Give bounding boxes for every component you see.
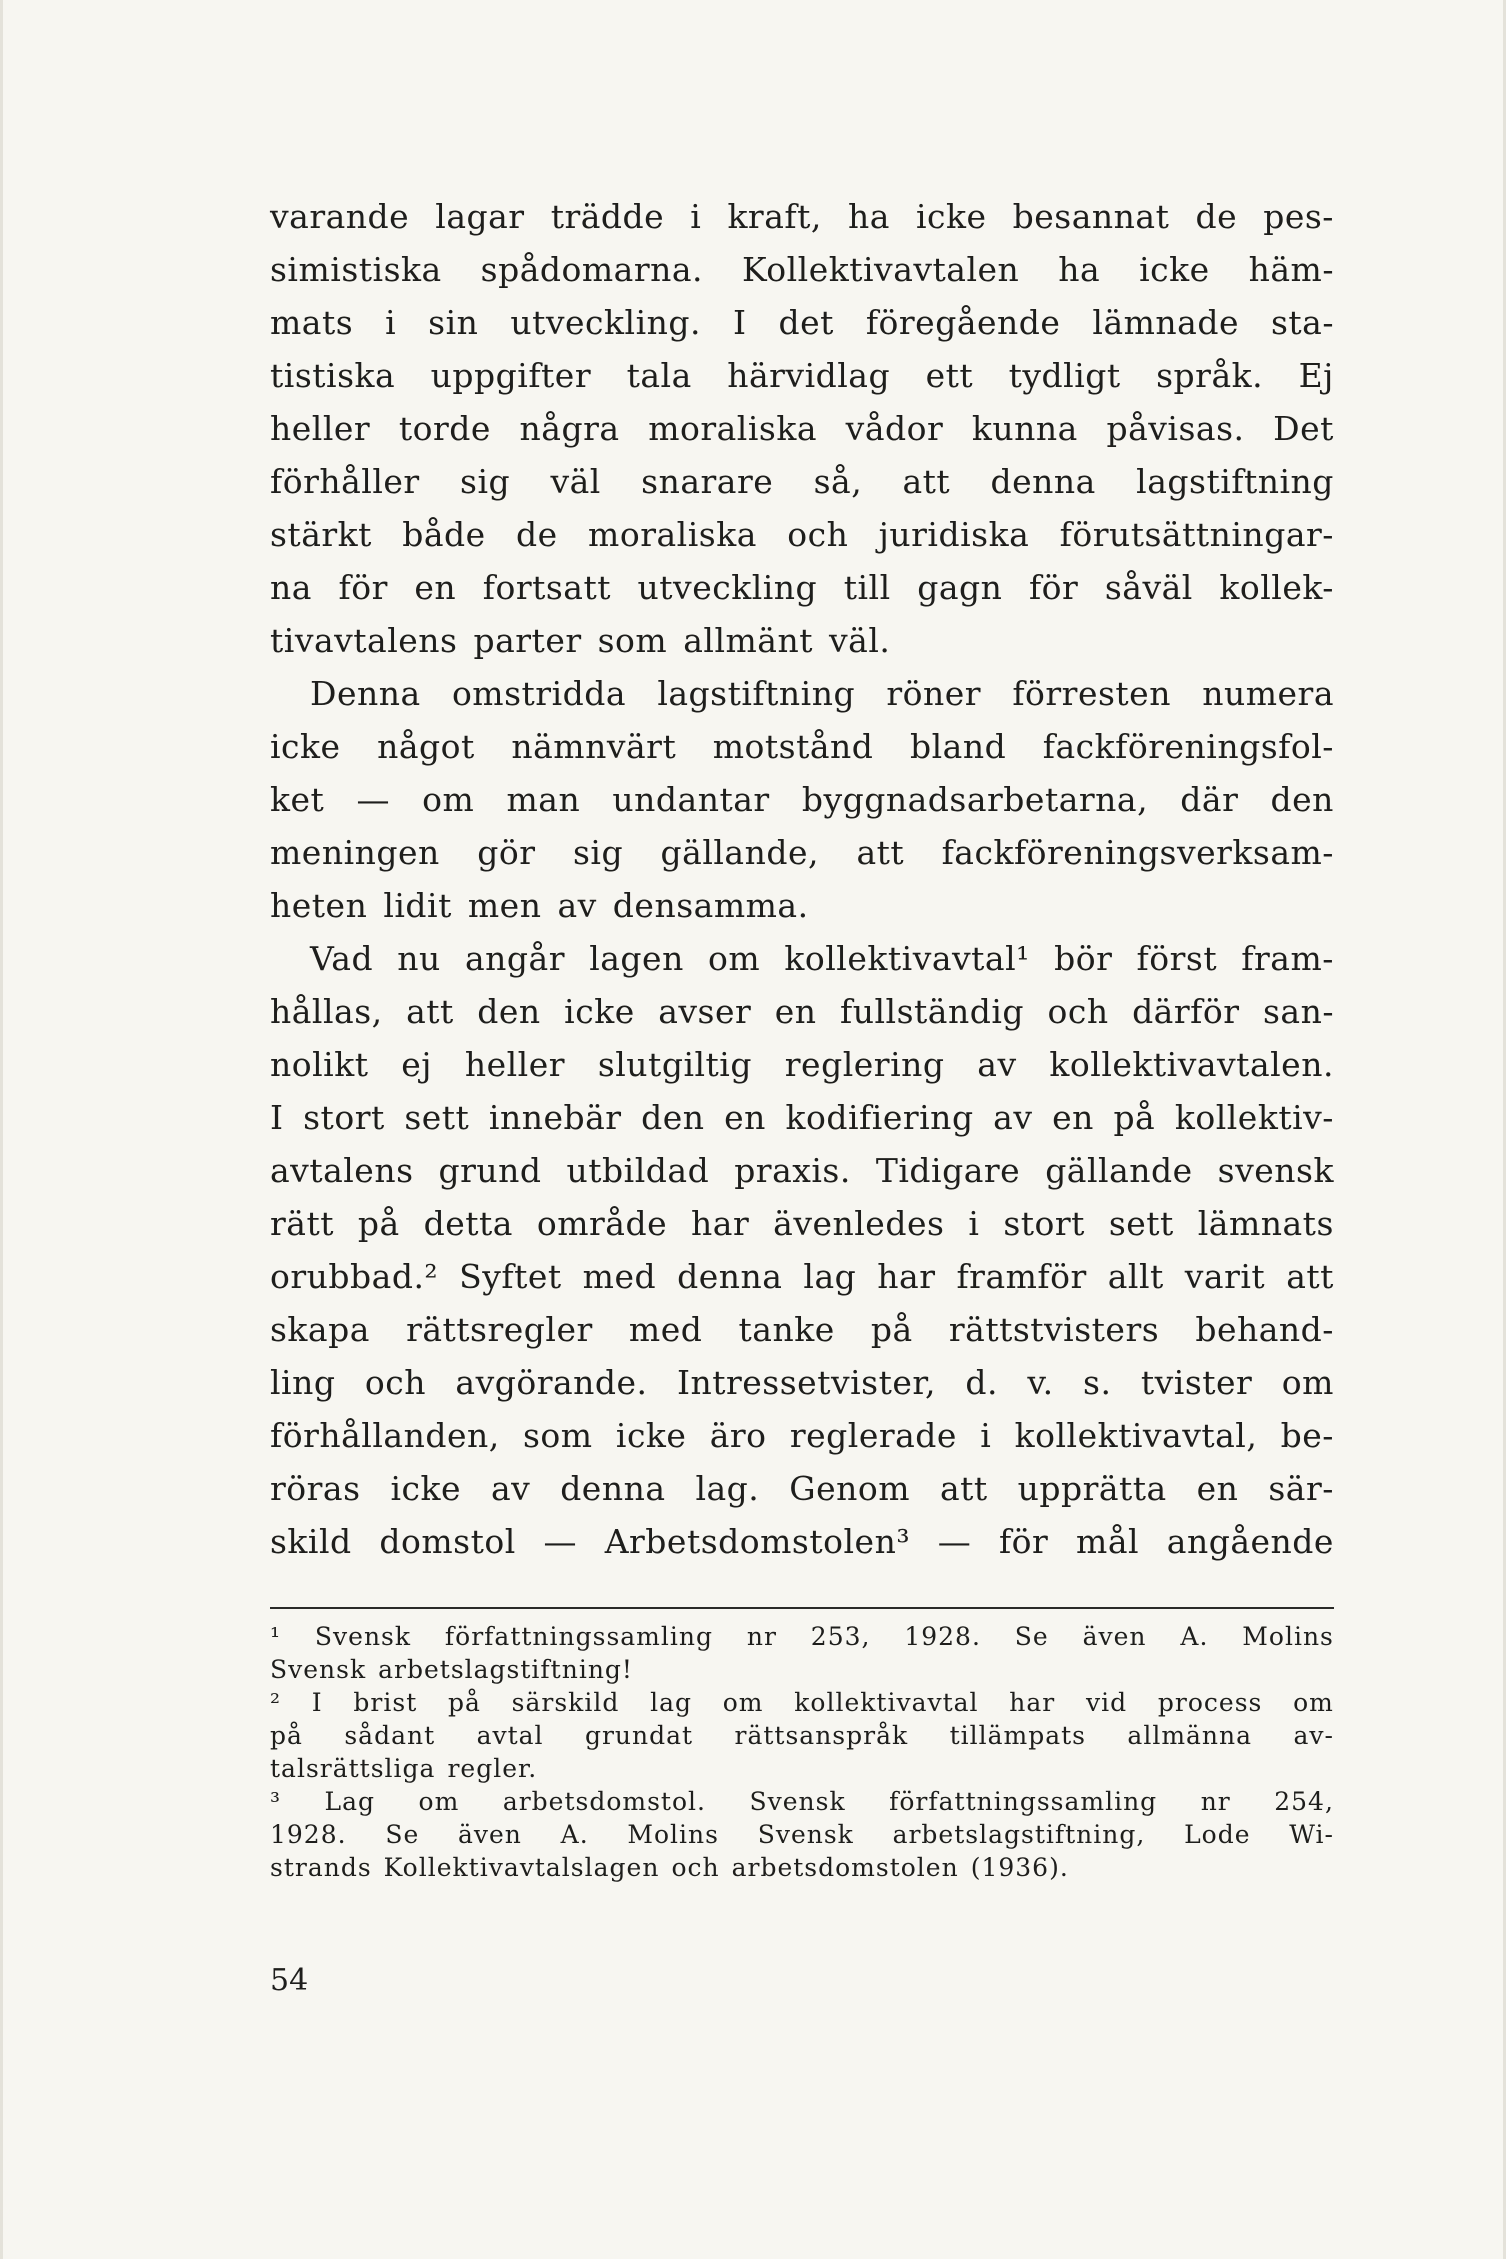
text-line: simistiska spådomarna. Kollektivavtalen ha icke häm-	[270, 250, 1334, 289]
body-text	[270, 190, 1334, 1568]
text-line: tivavtalens parter som allmänt väl.	[270, 621, 891, 660]
text-line: orubbad.² Syftet med denna lag har framför allt varit att	[270, 1257, 1334, 1296]
text-line: Denna omstridda lagstiftning röner förresten numera	[310, 674, 1334, 713]
text-line: rätt på detta område har ävenledes i stort sett lämnats	[270, 1204, 1334, 1243]
text-line: förhållanden, som icke äro reglerade i kollektivavtal, be-	[270, 1416, 1334, 1455]
text-line: avtalens grund utbildad praxis. Tidigare gällande svensk	[270, 1151, 1334, 1190]
text-line: röras icke av denna lag. Genom att upprätta en sär-	[270, 1469, 1334, 1508]
text-line: skapa rättsregler med tanke på rättstvisters behand-	[270, 1310, 1334, 1349]
text-line: mats i sin utveckling. I det föregående lämnade sta-	[270, 303, 1334, 342]
text-line: hållas, att den icke avser en fullständig och därför san-	[270, 992, 1334, 1031]
text-line: skild domstol — Arbetsdomstolen³ — för mål angående	[270, 1522, 1334, 1561]
footnote-line: Svensk arbetslagstiftning!	[270, 1655, 633, 1684]
footnote-rule	[270, 1607, 1334, 1609]
text-line: Vad nu angår lagen om kollektivavtal¹ bör först fram-	[310, 939, 1334, 978]
text-line: heten lidit men av densamma.	[270, 886, 809, 925]
text-line: tistiska uppgifter tala härvidlag ett tydligt språk. Ej	[270, 356, 1334, 395]
text-line: I stort sett innebär den en kodifiering av en på kollektiv-	[270, 1098, 1334, 1137]
footnotes	[270, 1620, 1334, 1884]
footnote-line: talsrättsliga regler.	[270, 1754, 538, 1783]
footnote-line: 1928. Se även A. Molins Svensk arbetslagstiftning, Lode Wi-	[270, 1820, 1334, 1849]
text-line: meningen gör sig gällande, att fackföreningsverksam-	[270, 833, 1334, 872]
text-line: stärkt både de moraliska och juridiska förutsättningar-	[270, 515, 1334, 554]
text-line: ket — om man undantar byggnadsarbetarna, där den	[270, 780, 1334, 819]
footnote-line: på sådant avtal grundat rättsanspråk tillämpats allmänna av-	[270, 1721, 1334, 1750]
text-line: nolikt ej heller slutgiltig reglering av kollektivavtalen.	[270, 1045, 1334, 1084]
text-line: varande lagar trädde i kraft, ha icke besannat de pes-	[270, 197, 1334, 236]
footnote-line: ¹ Svensk författningssamling nr 253, 1928. Se även A. Molins	[270, 1622, 1334, 1651]
text-line: na för en fortsatt utveckling till gagn för såväl kollek-	[270, 568, 1334, 607]
text-line: icke något nämnvärt motstånd bland fackföreningsfol-	[270, 727, 1334, 766]
text-line: förhåller sig väl snarare så, att denna lagstiftning	[270, 462, 1334, 501]
text-line: ling och avgörande. Intressetvister, d. v. s. tvister om	[270, 1363, 1334, 1402]
footnote-line: strands Kollektivavtalslagen och arbetsdomstolen (1936).	[270, 1853, 1069, 1882]
page-number: 54	[270, 1963, 309, 1998]
footnote-line: ² I brist på särskild lag om kollektivavtal har vid process om	[270, 1688, 1334, 1717]
footnote-line: ³ Lag om arbetsdomstol. Svensk författningssamling nr 254,	[270, 1787, 1334, 1816]
text-line: heller torde några moraliska vådor kunna påvisas. Det	[270, 409, 1334, 448]
